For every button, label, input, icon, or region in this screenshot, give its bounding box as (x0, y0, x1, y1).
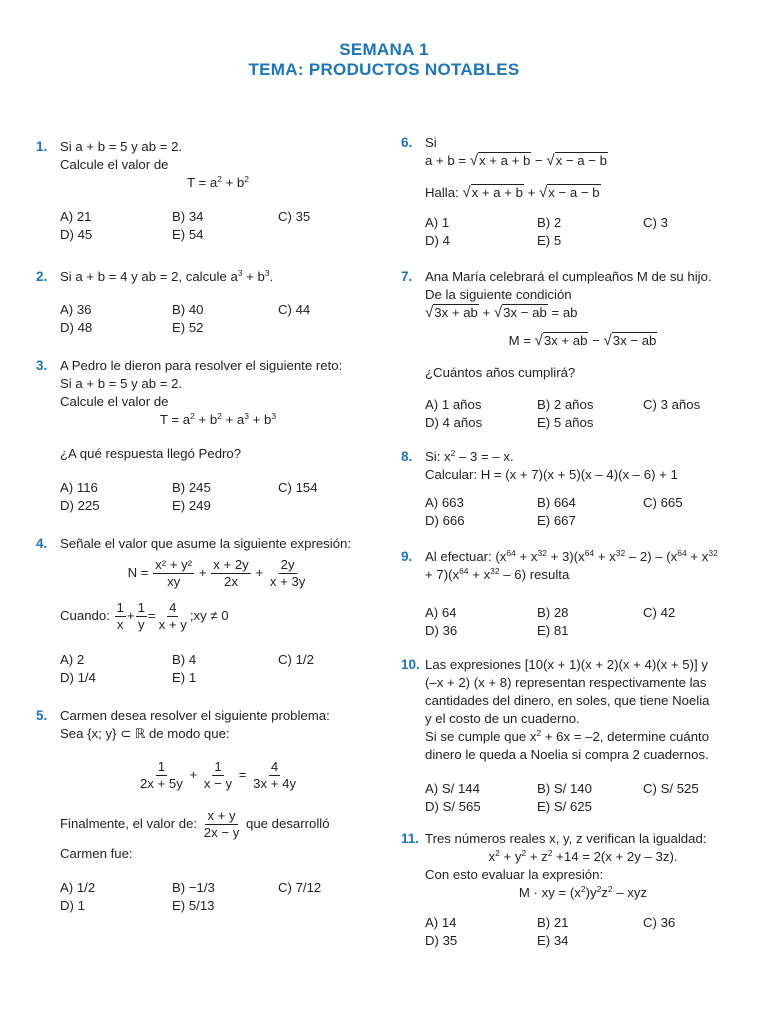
answer-options (60, 879, 376, 915)
question-text: Las expresiones [10(x + 1)(x + 2)(x + 4)(x + 5)] y (425, 657, 708, 672)
question-number: 10. (401, 657, 420, 672)
option-a[interactable]: A) 1/2 (60, 880, 96, 895)
answer-options (60, 301, 376, 337)
question-text: A Pedro le dieron para resolver el siguiente reto: (60, 358, 343, 373)
option-c[interactable]: C) S/ 525 (643, 781, 699, 796)
question-text: ¿A qué respuesta llegó Pedro? (60, 446, 242, 461)
option-d[interactable]: D) S/ 565 (425, 799, 481, 814)
option-d[interactable]: D) 4 años (425, 415, 483, 430)
option-b[interactable]: B) 28 (537, 605, 569, 620)
option-d[interactable]: D) 36 (425, 623, 458, 638)
option-e[interactable]: E) 34 (537, 933, 569, 948)
question-text: Al efectuar: $(x^{64} + x^{32} + 3)(x^{64} + x^{32} - 2) - (x^{64} + x^{32}$ (425, 548, 718, 564)
question-text: Si: $x^2 - 3$ = – x. (425, 448, 514, 464)
option-e[interactable]: E) 5 años (537, 415, 594, 430)
option-e[interactable]: E) 54 (172, 227, 204, 242)
question-4 (36, 535, 376, 687)
option-b[interactable]: B) S/ 140 (537, 781, 592, 796)
option-e[interactable]: E) 1 (172, 670, 197, 685)
question-2 (36, 268, 376, 337)
formula: M = √3x + ab − √3x − ab (508, 332, 657, 349)
option-e[interactable]: E) 81 (537, 623, 569, 638)
option-a[interactable]: A) 64 (425, 605, 457, 620)
option-b[interactable]: B) 40 (172, 302, 204, 317)
header-topic: TEMA: PRODUCTOS NOTABLES (248, 60, 520, 79)
option-a[interactable]: A) 663 (425, 495, 464, 510)
option-b[interactable]: B) 245 (172, 480, 211, 495)
option-d[interactable]: D) 1 (60, 898, 85, 913)
option-b[interactable]: B) −1/3 (172, 880, 215, 895)
option-e[interactable]: E) 249 (172, 498, 211, 513)
question-number: 5. (36, 708, 48, 723)
option-d[interactable]: D) 1/4 (60, 670, 96, 685)
option-c[interactable]: C) 42 (643, 605, 676, 620)
option-c[interactable]: C) 3 (643, 215, 668, 230)
option-b[interactable]: B) 2 (537, 215, 562, 230)
question-number: 11. (401, 831, 420, 846)
formula: √3x + ab + √3x − ab = ab (425, 304, 578, 321)
question-text: Carmen fue: (60, 846, 133, 861)
answer-options (425, 780, 741, 816)
option-c[interactable]: C) 1/2 (278, 652, 314, 667)
option-b[interactable]: B) 21 (537, 915, 569, 930)
option-a[interactable]: A) 36 (60, 302, 92, 317)
formula: M · xy = $(x^2)y^2z^2$ – xyz (518, 884, 648, 900)
question-number: 1. (36, 139, 48, 154)
answer-options (425, 494, 741, 530)
option-b[interactable]: B) 664 (537, 495, 576, 510)
option-d[interactable]: D) 225 (60, 498, 100, 513)
question-text: Si (425, 135, 437, 150)
question-6 (401, 134, 741, 250)
question-text: (–x + 2) (x + 8) representan respectivamente las (425, 675, 707, 690)
question-number: 3. (36, 358, 48, 373)
option-e[interactable]: E) 5/13 (172, 898, 215, 913)
answer-options (60, 479, 376, 515)
question-11 (401, 830, 741, 950)
formula: $x^2 + y^2 + z^2 +14 = 2(x + 2y - 3z)$. (488, 848, 678, 864)
question-text: Calcular: H = (x + 7)(x + 5)(x – 4)(x – 6) + 1 (425, 467, 678, 482)
question-number: 9. (401, 549, 413, 564)
question-number: 2. (36, 269, 48, 284)
answer-options (60, 651, 376, 687)
condition: Cuando: $\frac{1}{x}$ + $\frac{1}{y}$ = $\frac{4}{x + y}$ ;xy ≠ 0 (60, 600, 229, 632)
question-7 (401, 268, 741, 432)
question-8 (401, 448, 741, 530)
option-e[interactable]: E) 667 (537, 513, 576, 528)
question-10 (401, 656, 741, 816)
question-text: Con esto evaluar la expresión: (425, 867, 604, 882)
question-text: Si a + b = 5 y ab = 2. (60, 376, 183, 391)
answer-options (425, 914, 741, 950)
option-c[interactable]: C) 35 (278, 209, 311, 224)
option-a[interactable]: A) 1 años (425, 397, 482, 412)
option-a[interactable]: A) 116 (60, 480, 98, 495)
answer-options (60, 208, 376, 244)
question-text: Si a + b = 4 y ab = 2, calcule $a^3 + b^3$. (60, 268, 274, 284)
option-a[interactable]: A) 21 (60, 209, 92, 224)
option-d[interactable]: D) 35 (425, 933, 458, 948)
option-c[interactable]: C) 3 años (643, 397, 701, 412)
option-d[interactable]: D) 48 (60, 320, 93, 335)
formula: Halla: √x + a + b + √x − a − b (425, 184, 600, 201)
question-1 (36, 138, 376, 244)
question-text: Tres números reales x, y, z verifican la igualdad: (425, 831, 707, 846)
question-text: cantidades del dinero, en soles, que tiene Noelia (425, 693, 710, 708)
option-a[interactable]: A) 14 (425, 915, 457, 930)
question-text: dinero le queda a Noelia si compra 2 cuadernos. (425, 747, 709, 762)
option-a[interactable]: A) 1 (425, 215, 450, 230)
left-column (36, 138, 376, 915)
option-b[interactable]: B) 2 años (537, 397, 594, 412)
answer-options (425, 396, 741, 432)
formula: N = $\frac{\text{x² + y²}}{xy}$ + $\frac{x + 2y}{2x}$ + $\frac{2y}{x + 3y}$ (127, 557, 306, 589)
option-d[interactable]: D) 666 (425, 513, 465, 528)
option-c[interactable]: C) 44 (278, 302, 311, 317)
question-text: Finalmente, el valor de: $\frac{x + y}{2x - y}$ que desarrolló (60, 808, 330, 840)
question-number: 6. (401, 135, 413, 150)
question-text: Carmen desea resolver el siguiente problema: (60, 708, 330, 723)
header-week: SEMANA 1 (339, 40, 429, 59)
option-a[interactable]: A) S/ 144 (425, 781, 480, 796)
question-text: De la siguiente condición (425, 287, 572, 302)
question-text: Calcule el valor de (60, 394, 169, 409)
option-e[interactable]: E) 52 (172, 320, 204, 335)
question-text: Si a + b = 5 y ab = 2. (60, 139, 183, 154)
answer-options (425, 604, 741, 640)
question-text: y el costo de un cuaderno. (425, 711, 580, 726)
question-number: 8. (401, 449, 413, 464)
question-9 (401, 548, 741, 640)
option-a[interactable]: A) 2 (60, 652, 85, 667)
question-text: Sea {x; y} ⊂ ℝ de modo que: (60, 726, 230, 741)
formula: $\frac{1}{2x + 5y}$ + $\frac{1}{x - y}$ = $\frac{4}{3x + 4y}$ (139, 759, 297, 791)
option-d[interactable]: D) 4 (425, 233, 450, 248)
right-column (401, 134, 741, 950)
option-b[interactable]: B) 4 (172, 652, 197, 667)
question-3 (36, 357, 376, 515)
option-c[interactable]: C) 154 (278, 480, 318, 495)
formula: $T = a^2 + b^2 + a^3 + b^3$ (159, 411, 277, 427)
formula: $T = a^2 + b^2$ (186, 174, 250, 190)
question-number: 7. (401, 269, 413, 284)
question-5 (36, 707, 376, 915)
answer-options (425, 214, 741, 250)
question-text: Si se cumple que $x^2 + 6x = -2$, determine cuánto (425, 728, 710, 744)
question-text: Señale el valor que asume la siguiente expresión: (60, 536, 352, 551)
formula: a + b = √x + a + b − √x − a − b (425, 152, 607, 169)
question-text: Calcule el valor de (60, 157, 169, 172)
option-c[interactable]: C) 665 (643, 495, 683, 510)
question-number: 4. (36, 536, 48, 551)
option-c[interactable]: C) 36 (643, 915, 676, 930)
question-text: + $7)(x^{64} + x^{32} - 6)$ resulta (425, 566, 570, 582)
option-b[interactable]: B) 34 (172, 209, 204, 224)
option-e[interactable]: E) 5 (537, 233, 562, 248)
question-text: ¿Cuántos años cumplirá? (425, 365, 576, 380)
option-c[interactable]: C) 7/12 (278, 880, 322, 895)
option-d[interactable]: D) 45 (60, 227, 93, 242)
option-e[interactable]: E) S/ 625 (537, 799, 592, 814)
question-text: Ana María celebrará el cumpleaños M de su hijo. (425, 269, 712, 284)
